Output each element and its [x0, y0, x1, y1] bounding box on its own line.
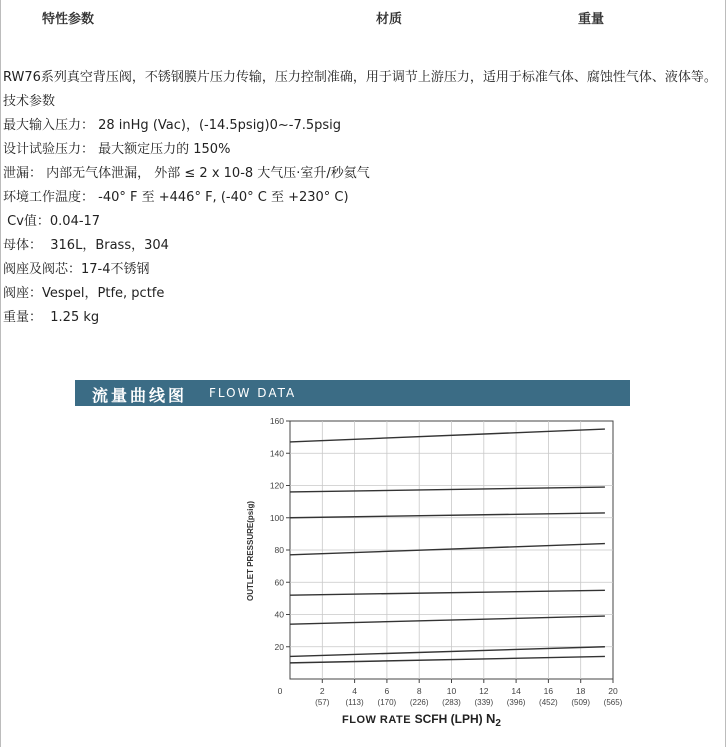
x-axis-label-prefix: FLOW RATE: [342, 714, 415, 726]
x-tick-sublabel: (452): [539, 698, 558, 707]
x-tick-sublabel: (283): [442, 698, 461, 707]
series-line-curve-7: [290, 647, 605, 657]
y-axis-label: OUTLET PRESSURE(psig): [246, 500, 255, 602]
origin-label: 0: [277, 686, 283, 696]
x-tick-label: 4: [352, 686, 357, 696]
spec-temperature: 环境工作温度： -40° F 至 +446° F, (-40° C 至 +230° C): [3, 190, 349, 205]
x-tick-sublabel: (339): [474, 698, 494, 707]
x-tick-label: 2: [319, 686, 325, 696]
spec-weight: 重量： 1.25 kg: [3, 310, 100, 325]
header-spec: 特性参数: [42, 12, 95, 27]
x-tick-label: 18: [575, 686, 586, 696]
y-tick-label: 120: [269, 480, 284, 491]
x-tick-label: 10: [446, 686, 457, 696]
spec-seat-plug: 阀座及阀芯：17-4不锈钢: [3, 262, 150, 277]
spec-seat: 阀座：Vespel，Ptfe, pctfe: [3, 286, 165, 301]
header-weight: 重量: [578, 12, 605, 27]
banner-title-en: FLOW DATA: [209, 386, 297, 400]
x-axis-label-gas-subscript: 2: [495, 718, 501, 729]
spec-leakage: 泄漏： 内部无气体泄漏， 外部 ≤ 2 x 10-8 大气压·室升/秒氦气: [3, 166, 370, 181]
series-line-curve-5: [290, 590, 605, 595]
x-tick-label: 16: [543, 686, 554, 696]
spec-cv: Cv值：0.04-17: [3, 214, 101, 229]
y-tick-label: 40: [274, 609, 284, 620]
spec-max-input-pressure: 最大输入压力： 28 inHg (Vac)，(-14.5psig)0~-7.5psig: [3, 118, 342, 133]
x-axis-label: [342, 711, 501, 729]
series-line-curve-2: [290, 487, 605, 492]
y-tick-label: 20: [274, 641, 284, 652]
header-material: 材质: [376, 12, 403, 27]
banner-title-cn: 流量曲线图: [92, 386, 188, 405]
x-tick-label: 14: [511, 686, 521, 696]
x-axis-label-gas: N: [485, 711, 496, 726]
x-tick-sublabel: (396): [506, 698, 526, 707]
x-tick-sublabel: (509): [571, 698, 591, 707]
series-line-curve-6: [290, 616, 605, 624]
intro-paragraph: RW76系列真空背压阀，不锈钢膜片压力传输，压力控制准确，用于调节上游压力，适用于标准气体、腐蚀性气体、液体等。: [3, 70, 717, 85]
y-tick-label: 80: [274, 545, 284, 555]
x-axis-label-unit: SCFH (LPH): [414, 712, 486, 726]
series-line-curve-1: [290, 429, 605, 442]
section-title: 技术参数: [3, 94, 56, 109]
y-tick-label: 100: [269, 512, 284, 523]
x-tick-label: 8: [416, 686, 422, 696]
x-tick-sublabel: (57): [315, 698, 330, 707]
x-tick-sublabel: (565): [603, 698, 623, 707]
spec-test-pressure: 设计试验压力： 最大额定压力的 150%: [3, 142, 231, 157]
spec-body: 母体： 316L，Brass，304: [3, 238, 169, 253]
x-tick-label: 12: [479, 686, 489, 696]
x-tick-label: 20: [608, 686, 618, 696]
y-tick-label: 160: [269, 416, 284, 426]
series-line-curve-3: [290, 513, 605, 518]
x-tick-label: 6: [384, 686, 390, 696]
x-tick-sublabel: (170): [377, 698, 397, 707]
x-tick-sublabel: (113): [345, 698, 364, 707]
series-line-curve-8: [290, 656, 605, 662]
series-line-curve-4: [290, 544, 605, 555]
y-tick-label: 60: [274, 577, 284, 588]
x-tick-sublabel: (226): [409, 698, 429, 707]
y-tick-label: 140: [269, 448, 284, 459]
